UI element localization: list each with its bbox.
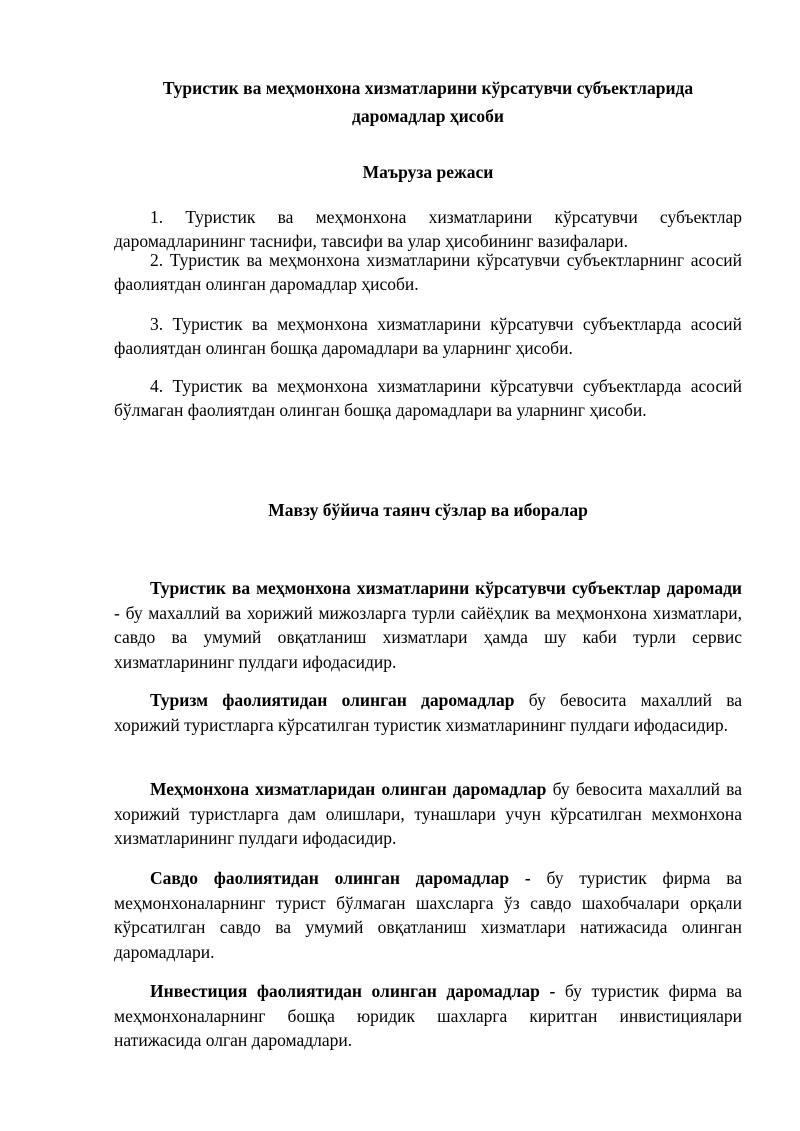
document-title: Туристик ва меҳмонхона хизматларини кўрсатувчи субъектларида даромадлар ҳисоби [162, 78, 694, 126]
definition-text: бу бевосита махаллий ва хорижий туристларга дам олишлари, тунашлари учун кўрсатилган мехмонхона хизматларининг пулдаги ифодасидир. [114, 779, 742, 849]
definition-paragraph [114, 866, 742, 964]
keywords-heading: Мавзу бўйича таянч сўзлар ва иборалар [268, 500, 588, 520]
definition-term: Инвестиция фаолиятидан олинган даромадлар - [150, 981, 556, 1001]
definition-paragraph [114, 576, 742, 674]
definition-paragraph [114, 777, 742, 851]
definition-term: Туристик ва меҳмонхона хизматларини кўрсатувчи субъектлар даромади [150, 578, 742, 598]
definition-paragraph [114, 979, 742, 1053]
plan-item-4: 4. Туристик ва меҳмонхона хизматларини кўрсатувчи субъектларда асосий бўлмаган фаолиятдан олинган бошқа даромадлари ва уларнинг ҳисоби. [114, 376, 742, 420]
plan-item-3: 3. Туристик ва меҳмонхона хизматларини кўрсатувчи субъектларда асосий фаолиятдан олинган бошқа даромадлари ва уларнинг ҳисоби. [114, 314, 742, 358]
definition-text: бу туристик фирма ва меҳмонхоналарнинг бошқа юридик шахларга киритган инвистициялари натижасида олган даромадлари. [114, 981, 742, 1051]
definition-text: бу бевосита махаллий ва хорижий туристларга кўрсатилган туристик хизматларининг пулдаги ифодасидир. [114, 690, 743, 735]
plan-item-1: 1. Туристик ва меҳмонхона хизматларини кўрсатувчи субъектлар даромадларининг таснифи, тавсифи ва улар ҳисобининг вазифалари. [114, 207, 742, 251]
definition-term: Меҳмонхона хизматларидан олинган даромадлар [150, 779, 547, 799]
definition-term: Туризм фаолиятидан олинган даромадлар [150, 690, 515, 710]
plan-item-2: 2. Туристик ва меҳмонхона хизматларини кўрсатувчи субъектларнинг асосий фаолиятдан олинган даромадлар ҳисоби. [114, 250, 742, 294]
definition-text: бу туристик фирма ва меҳмонхоналарнинг турист бўлмаган шахсларга ўз савдо шахобчалари орқали кўрсатилган савдо ва умумий овқатланиш хизматлари натижасида олинган даромадлари. [114, 868, 743, 962]
definition-term: Савдо фаолиятидан олинган даромадлар - [150, 868, 531, 888]
definition-text: - бу махаллий ва хорижий мижозларга турли сайёҳлик ва меҳмонхона хизматлари, савдо ва умумий овқатланиш хизматлари ҳамда шу каби турли сервис хизматларининг пулдаги ифодасидир. [114, 602, 742, 672]
plan-heading: Маъруза режаси [362, 162, 494, 182]
definition-paragraph [114, 688, 742, 737]
